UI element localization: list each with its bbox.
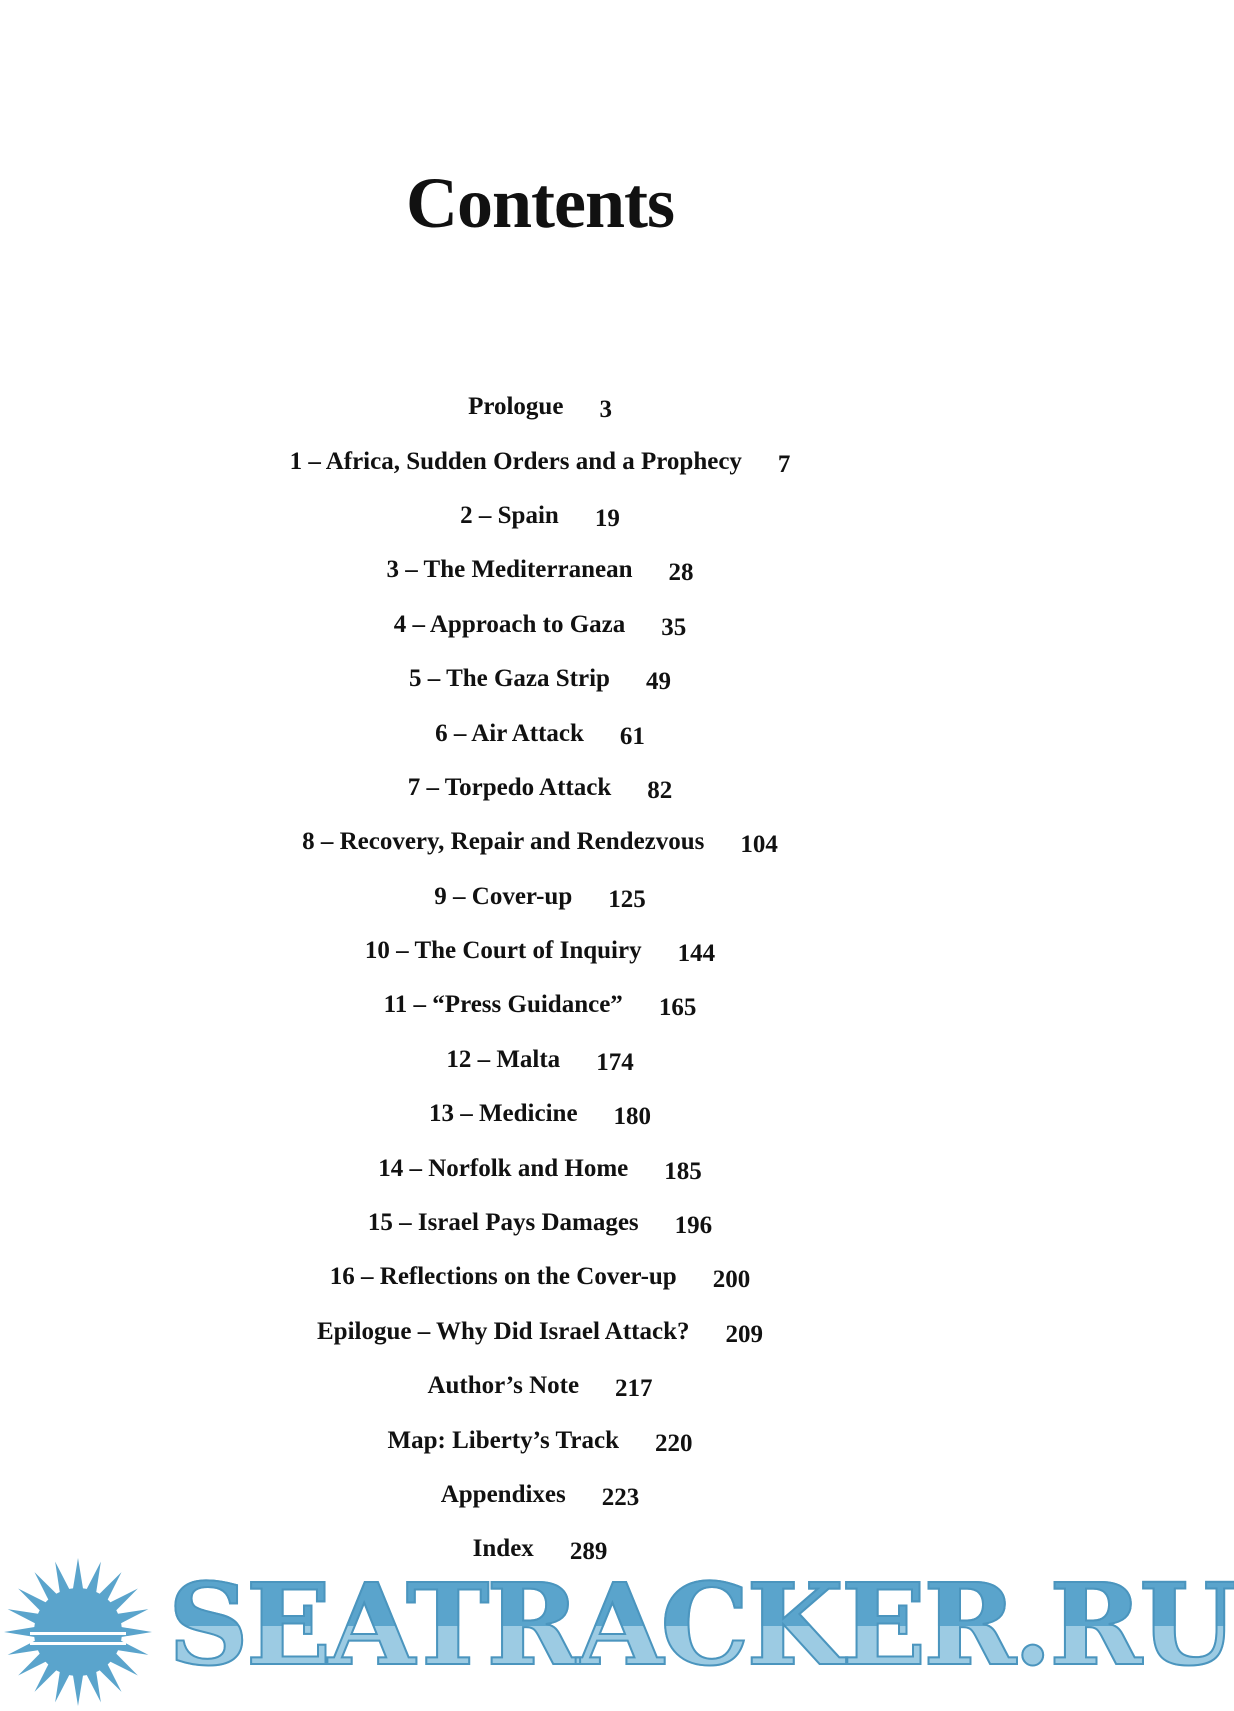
toc-entry-title: 13 – Medicine: [428, 1100, 578, 1128]
watermark-text: SEATRACKER.RU: [168, 1560, 1234, 1691]
toc-entry-page-number: 220: [654, 1429, 693, 1457]
toc-entry-title: 14 – Norfolk and Home: [378, 1154, 629, 1182]
toc-entry-title: 2 – Spain: [460, 501, 559, 529]
toc-entry-page-number: 104: [740, 831, 778, 859]
toc-entry: [0, 761, 1080, 815]
toc-entry-page-number: 174: [596, 1048, 634, 1076]
toc-entry: [0, 1087, 1080, 1141]
toc-entry-title: 1 – Africa, Sudden Orders and a Prophecy: [289, 447, 742, 475]
toc-entry: [0, 1468, 1080, 1522]
toc-entry: [0, 978, 1080, 1032]
toc-entry-page-number: 217: [615, 1375, 653, 1403]
toc-entry-page-number: 196: [674, 1212, 713, 1240]
toc-entry: [0, 924, 1080, 978]
toc-entry-title: 9 – Cover-up: [434, 882, 573, 910]
table-of-contents: [0, 380, 1080, 1577]
page-title: Contents: [405, 163, 674, 243]
toc-entry: [0, 706, 1080, 760]
toc-entry: [0, 815, 1080, 869]
toc-entry: [0, 652, 1080, 706]
toc-entry-page-number: 289: [569, 1538, 608, 1566]
toc-entry: [0, 1305, 1080, 1359]
toc-entry-title: Epilogue – Why Did Israel Attack?: [317, 1317, 690, 1345]
toc-entry-page-number: 19: [594, 504, 620, 532]
toc-entry-page-number: 7: [777, 450, 791, 478]
toc-entry-title: 7 – Torpedo Attack: [407, 773, 612, 801]
toc-entry-title: Appendixes: [440, 1481, 566, 1508]
toc-entry-title: Prologue: [468, 393, 564, 421]
toc-entry: [0, 489, 1080, 543]
toc-entry: [0, 434, 1080, 488]
toc-entry-page-number: 200: [712, 1266, 751, 1294]
toc-entry: [0, 380, 1080, 434]
toc-entry-page-number: 125: [608, 885, 646, 913]
toc-entry-title: 16 – Reflections on the Cover-up: [329, 1263, 677, 1291]
toc-entry-page-number: 144: [677, 940, 716, 968]
toc-entry: [0, 1359, 1080, 1413]
sun-ray: [72, 1558, 83, 1592]
toc-entry-title: 8 – Recovery, Repair and Rendezvous: [302, 828, 705, 856]
toc-entry: [0, 1033, 1080, 1087]
toc-entry-page-number: 165: [658, 994, 697, 1022]
toc-entry-page-number: 49: [645, 668, 671, 696]
toc-entry: [0, 1413, 1080, 1467]
toc-entry-title: Author’s Note: [427, 1372, 580, 1400]
toc-entry-page-number: 61: [619, 722, 645, 750]
toc-entry: [0, 1196, 1080, 1250]
toc-entry-page-number: 3: [599, 396, 612, 424]
toc-entry-page-number: 82: [647, 776, 673, 804]
toc-entry: [0, 870, 1080, 924]
toc-entry: [0, 598, 1080, 652]
toc-entry-page-number: 35: [661, 613, 687, 641]
toc-entry-title: 10 – The Court of Inquiry: [364, 937, 642, 965]
toc-entry-title: 11 – “Press Guidance”: [383, 991, 623, 1019]
toc-entry-page-number: 223: [601, 1484, 640, 1511]
toc-entry: [0, 1141, 1080, 1195]
toc-entry: [0, 1250, 1080, 1304]
toc-entry-title: Index: [472, 1535, 534, 1563]
toc-entry-title: 6 – Air Attack: [435, 719, 584, 747]
toc-entry-page-number: 180: [613, 1103, 652, 1131]
sun-ray: [72, 1672, 83, 1706]
toc-entry-page-number: 185: [664, 1157, 702, 1185]
toc-entry: [0, 543, 1080, 597]
toc-entry-title: Map: Liberty’s Track: [387, 1426, 619, 1454]
toc-entry-title: 15 – Israel Pays Damages: [367, 1209, 639, 1237]
toc-entry-title: 4 – Approach to Gaza: [393, 610, 626, 638]
toc-entry-title: 5 – The Gaza Strip: [409, 665, 610, 693]
toc-entry-title: 3 – The Mediterranean: [386, 556, 633, 584]
toc-entry-page-number: 209: [725, 1320, 763, 1348]
toc-entry-title: 12 – Malta: [446, 1045, 561, 1073]
toc-entry-page-number: 28: [668, 559, 694, 587]
